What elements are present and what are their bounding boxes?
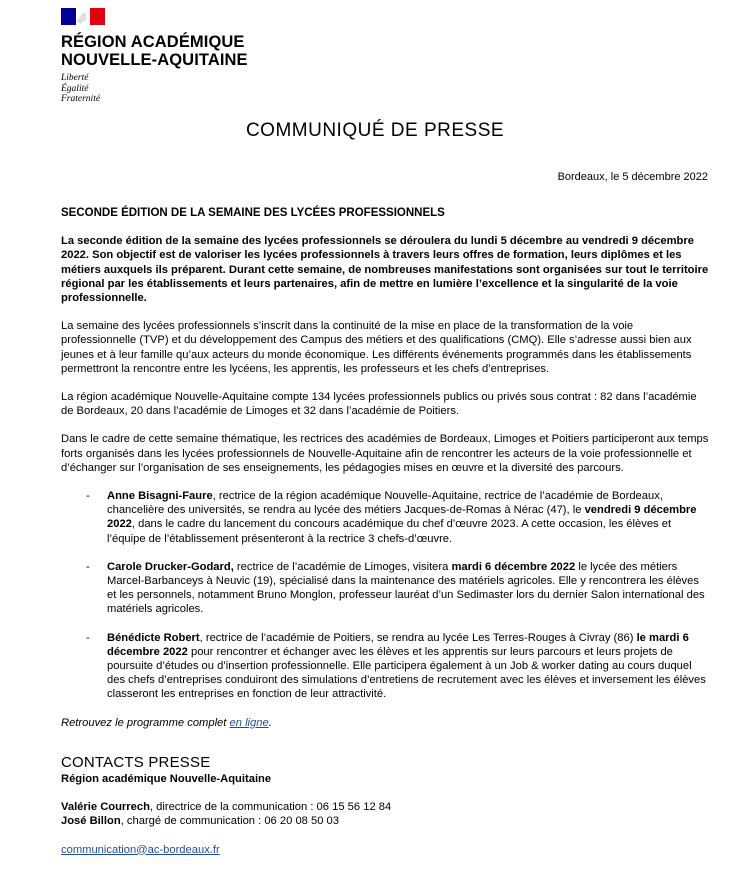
contact-role: , directrice de la communication : 06 15 56 12 84	[149, 801, 392, 814]
contact-person	[61, 800, 711, 814]
closing-line	[61, 716, 711, 730]
body-paragraph: La région académique Nouvelle-Aquitaine compte 134 lycées professionnels publics ou privés sous contrat : 82 dans l’académie de Bordeaux, 20 dans l’académie de Limoges et 32 dans l’académie de Poitiers.	[61, 391, 697, 418]
motto-egalite: Égalité	[61, 83, 89, 94]
contact-role: , chargé de communication : 06 20 08 50 03	[120, 815, 339, 828]
body-paragraph: La semaine des lycées professionnels s’inscrit dans la continuité de la mise en place de la transformation de la voie professionnelle (TVP) et du développement des Campus des métiers et des qualifications (CMQ). Elle s’adresse aussi bien aux jeunes et à leur famille qu’aux acteurs du monde économique. Les différents événements programmés dans les établissements permettront la rencontre entre les lycéens, les apprentis, les professeurs et les chefs d’entreprises.	[61, 320, 692, 375]
list-dash: -	[86, 490, 90, 503]
region-name-line1: RÉGION ACADÉMIQUE	[61, 33, 245, 51]
contact-name: José Billon	[61, 815, 121, 828]
marianne-flag-icon	[61, 8, 105, 25]
document-title: COMMUNIQUÉ DE PRESSE	[245, 120, 505, 141]
dateline: Bordeaux, le 5 décembre 2022	[557, 171, 708, 183]
list-item	[61, 489, 711, 546]
visit-text: , rectrice de l’académie de Poitiers, se rendra au lycée Les Terres-Rouges à Civray (86)	[199, 631, 637, 644]
press-release-body	[61, 206, 711, 871]
visit-text: , rectrice de la région académique Nouvelle-Aquitaine, rectrice de l’académie de Bordeaux, chancelière des universités, se rendra au lycée des métiers Jacques-de-Romas à Nérac (47), le	[107, 490, 663, 517]
visit-text: pour rencontrer et échanger avec les élèves et les apprentis sur leurs parcours et leurs projets de poursuite d’études ou d’insertion professionnelle. Elle participera également à un Job & worker dating au cours duquel des chefs d’entreprises conduiront des simulations d’entretiens de recrutement avec les élèves et inversement les élèves classeront les entreprises en fonction de leur attractivité.	[107, 645, 706, 701]
visitor-name: Bénédicte Robert	[107, 631, 200, 644]
region-name-line2: NOUVELLE-AQUITAINE	[61, 51, 248, 69]
contacts-title: CONTACTS PRESSE	[61, 753, 211, 771]
visitor-name: Anne Bisagni-Faure	[107, 490, 213, 503]
contact-person	[61, 814, 711, 828]
closing-text: Retrouvez le programme complet	[61, 716, 230, 729]
contact-email-link[interactable]: communication@ac-bordeaux.fr	[61, 843, 220, 856]
visits-list	[61, 489, 711, 702]
intro-paragraph: La seconde édition de la semaine des lycées professionnels se déroulera du lundi 5 décembre au vendredi 9 décembre 2022. Son objectif est de valoriser les lycées professionnels à travers leurs offres de formation, leurs diplômes et les métiers auxquels ils préparent. Durant cette semaine, de nombreuses manifestations sont organisées sur tout le territoire régional par les établissements et leurs partenaires, afin de mettre en lumière l’excellence et la singularité de la voie professionnelle.	[61, 235, 709, 305]
list-dash: -	[86, 631, 90, 644]
motto-liberte: Liberté	[61, 73, 89, 83]
list-dash: -	[86, 560, 90, 573]
visit-text: le lycée des métiers Marcel-Barbanceys à Neuvic (19), spécialisé dans la maintenance des matériels agricoles. Elle y rencontrera les élèves et les personnels, notamment Bruno Monglon, professeur lauréat d’un Sedimaster lors du dernier Salon international des matériels agricoles.	[107, 560, 705, 616]
visit-date: mardi 6 décembre 2022	[451, 560, 576, 573]
body-paragraph: Dans le cadre de cette semaine thématique, les rectrices des académies de Bordeaux, Limoges et Poitiers participeront aux temps forts organisés dans les lycées professionnels de Nouvelle-Aquitaine afin de rencontrer les acteurs de la voie professionnelle et d’échanger sur l’organisation de ses enseignements, les pédagogies mises en œuvre et la diversité des parcours.	[61, 433, 709, 474]
visit-text: , dans le cadre du lancement du concours académique du chef d’œuvre 2023. A cette occasion, les élèves et l’équipe de l’établissement présenteront à la rectrice 3 chefs-d’œuvre.	[107, 518, 672, 545]
list-item	[61, 560, 711, 617]
visit-date: le mardi 6 décembre 2022	[107, 631, 689, 658]
contacts-organization: Région académique Nouvelle-Aquitaine	[61, 772, 272, 785]
motto	[61, 73, 248, 105]
list-item	[61, 631, 711, 702]
header-logo	[61, 8, 248, 105]
region-name	[61, 33, 248, 69]
motto-fraternite: Fraternité	[61, 94, 101, 104]
contact-email-line	[61, 843, 711, 857]
visit-date: vendredi 9 décembre 2022	[107, 504, 697, 531]
visitor-name: Carole Drucker-Godard,	[107, 560, 234, 573]
release-heading: SECONDE ÉDITION DE LA SEMAINE DES LYCÉES PROFESSIONNELS	[61, 207, 445, 219]
visit-text: rectrice de l’académie de Limoges, visitera	[233, 560, 452, 573]
closing-end: .	[268, 716, 272, 729]
online-program-link[interactable]: en ligne	[229, 716, 269, 729]
contact-name: Valérie Courrech	[61, 801, 150, 814]
